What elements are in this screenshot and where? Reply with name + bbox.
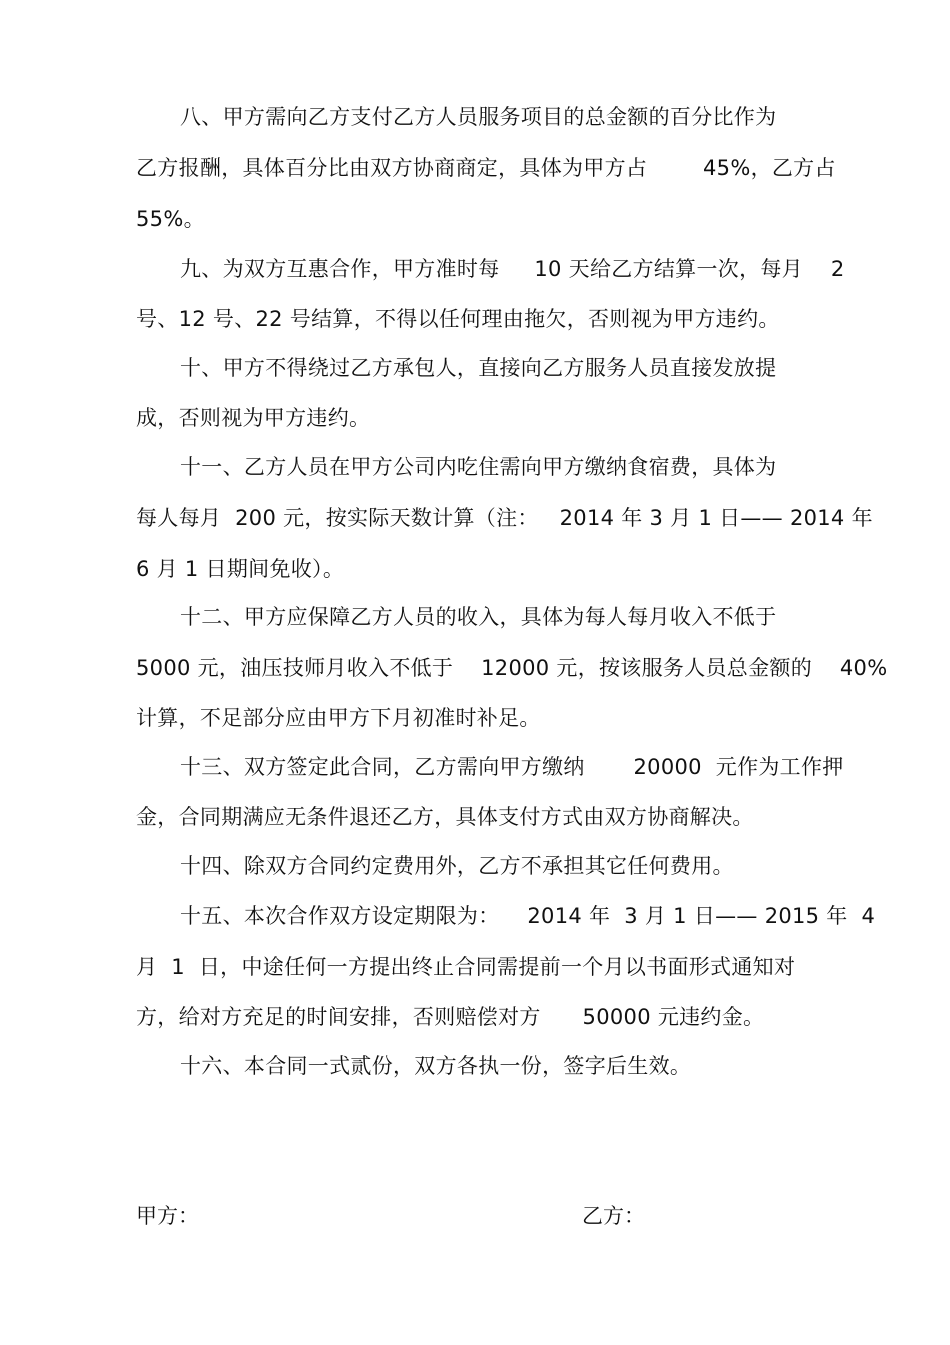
clause-9-line-2: 号、12 号、22 号结算，不得以任何理由拖欠，否则视为甲方违约。	[136, 307, 780, 331]
clause-11-line-2: 每人每月 200 元，按实际天数计算（注： 2014 年 3 月 1 日—— 2014 年	[136, 506, 873, 530]
clause-15-line-2: 月 1 日，中途任何一方提出终止合同需提前一个月以书面形式通知对	[136, 955, 796, 979]
clause-11-line-3: 6 月 1 日期间免收）。	[136, 557, 345, 581]
party-b-signature-label: 乙方：	[582, 1204, 645, 1228]
clause-12-line-2: 5000 元，油压技师月收入不低于 12000 元，按该服务人员总金额的 40%	[136, 656, 888, 680]
clause-10-line-2: 成，否则视为甲方违约。	[136, 406, 371, 430]
clause-14-line-1: 十四、除双方合同约定费用外，乙方不承担其它任何费用。	[180, 854, 734, 878]
clause-12-line-3: 计算，不足部分应由甲方下月初准时补足。	[136, 706, 541, 730]
party-a-signature-label: 甲方：	[136, 1204, 199, 1228]
clause-13-line-1: 十三、双方签定此合同，乙方需向甲方缴纳 20000 元作为工作押	[180, 755, 844, 779]
clause-15-line-1: 十五、本次合作双方设定期限为： 2014 年 3 月 1 日—— 2015 年 4	[180, 904, 876, 928]
clause-8-line-3: 55%。	[136, 207, 205, 231]
clause-11-line-1: 十一、乙方人员在甲方公司内吃住需向甲方缴纳食宿费，具体为	[180, 455, 777, 479]
clause-16-line-1: 十六、本合同一式贰份，双方各执一份，签字后生效。	[180, 1054, 692, 1078]
clause-12-line-1: 十二、甲方应保障乙方人员的收入，具体为每人每月收入不低于	[180, 605, 777, 629]
clause-8-line-2: 乙方报酬，具体百分比由双方协商商定，具体为甲方占 45%，乙方占	[136, 156, 836, 180]
clause-13-line-2: 金，合同期满应无条件退还乙方，具体支付方式由双方协商解决。	[136, 805, 754, 829]
clause-15-line-3: 方，给对方充足的时间安排，否则赔偿对方 50000 元违约金。	[136, 1005, 765, 1029]
clause-10-line-1: 十、甲方不得绕过乙方承包人，直接向乙方服务人员直接发放提	[180, 356, 777, 380]
clause-9-line-1: 九、为双方互惠合作，甲方准时每 10 天给乙方结算一次，每月 2	[180, 257, 845, 281]
clause-8-line-1: 八、甲方需向乙方支付乙方人员服务项目的总金额的百分比作为	[180, 105, 777, 129]
